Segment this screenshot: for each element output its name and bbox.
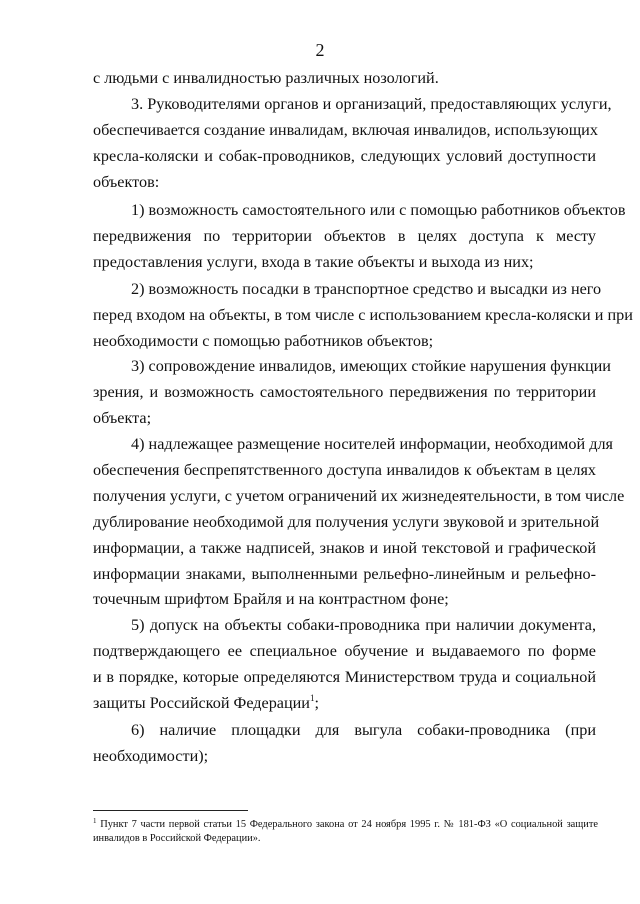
- text-line: получения услуги, с учетом ограничений их жизнедеятельности, в том числе: [93, 487, 625, 505]
- text-line: обеспечивается создание инвалидам, включая инвалидов, использующих: [93, 121, 598, 139]
- text-line: и в порядке, которые определяются Министерством труда и социальной: [93, 668, 596, 686]
- text-line: зрения, и возможность самостоятельного передвижения по территории: [93, 383, 596, 401]
- text-line: 2) возможность посадки в транспортное средство и высадки из него: [131, 280, 602, 298]
- text-line: 3) сопровождение инвалидов, имеющих стойкие нарушения функции: [131, 357, 611, 375]
- footnote-line: инвалидов в Российской Федерации».: [93, 833, 261, 844]
- text-line: необходимости с помощью работников объектов;: [93, 332, 434, 350]
- text-line: дублирование необходимой для получения услуги звуковой и зрительной: [93, 513, 600, 531]
- footnote-line: Пункт 7 части первой статьи 15 Федерального закона от 24 ноября 1995 г. № 181-ФЗ «О социальной защите: [100, 819, 598, 830]
- text-line: перед входом на объекты, в том числе с использованием кресла-коляски и при: [93, 306, 633, 324]
- text-line: подтверждающего ее специальное обучение и выдаваемого по форме: [93, 642, 596, 660]
- footnote-divider: [93, 810, 248, 811]
- text-line: кресла-коляски и собак-проводников, следующих условий доступности: [93, 147, 596, 165]
- text-line: передвижения по территории объектов в целях доступа к месту: [93, 227, 596, 245]
- text-line: информации, а также надписей, знаков и иной текстовой и графической: [93, 539, 596, 557]
- footnote-marker: 1: [93, 817, 97, 825]
- text-line-content: защиты Российской Федерации: [93, 694, 310, 712]
- text-line: 1) возможность самостоятельного или с помощью работников объектов: [131, 201, 626, 219]
- footnote-reference: 1: [309, 693, 315, 703]
- text-line: с людьми с инвалидностью различных нозологий.: [93, 69, 439, 87]
- text-line: информации знаками, выполненными рельефно-линейным и рельефно-: [93, 565, 596, 583]
- text-line: точечным шрифтом Брайля и на контрастном фоне;: [93, 590, 449, 608]
- text-line: объекта;: [93, 409, 152, 427]
- text-line: необходимости);: [93, 747, 209, 765]
- text-line: объектов:: [93, 173, 160, 191]
- text-line-with-footnote: [93, 693, 596, 713]
- text-line-tail: ;: [314, 694, 319, 712]
- text-line: 5) допуск на объекты собаки-проводника при наличии документа,: [131, 616, 596, 634]
- text-line: 4) надлежащее размещение носителей информации, необходимой для: [131, 435, 613, 453]
- text-line: обеспечения беспрепятственного доступа инвалидов к объектам в целях: [93, 461, 596, 479]
- text-line: предоставления услуги, входа в такие объекты и выхода из них;: [93, 253, 534, 271]
- page-number: 2: [315, 40, 325, 60]
- footnote-text: [93, 818, 598, 831]
- text-line: 3. Руководителями органов и организаций, предоставляющих услуги,: [131, 95, 612, 113]
- text-line: 6) наличие площадки для выгула собаки-проводника (при: [131, 721, 596, 739]
